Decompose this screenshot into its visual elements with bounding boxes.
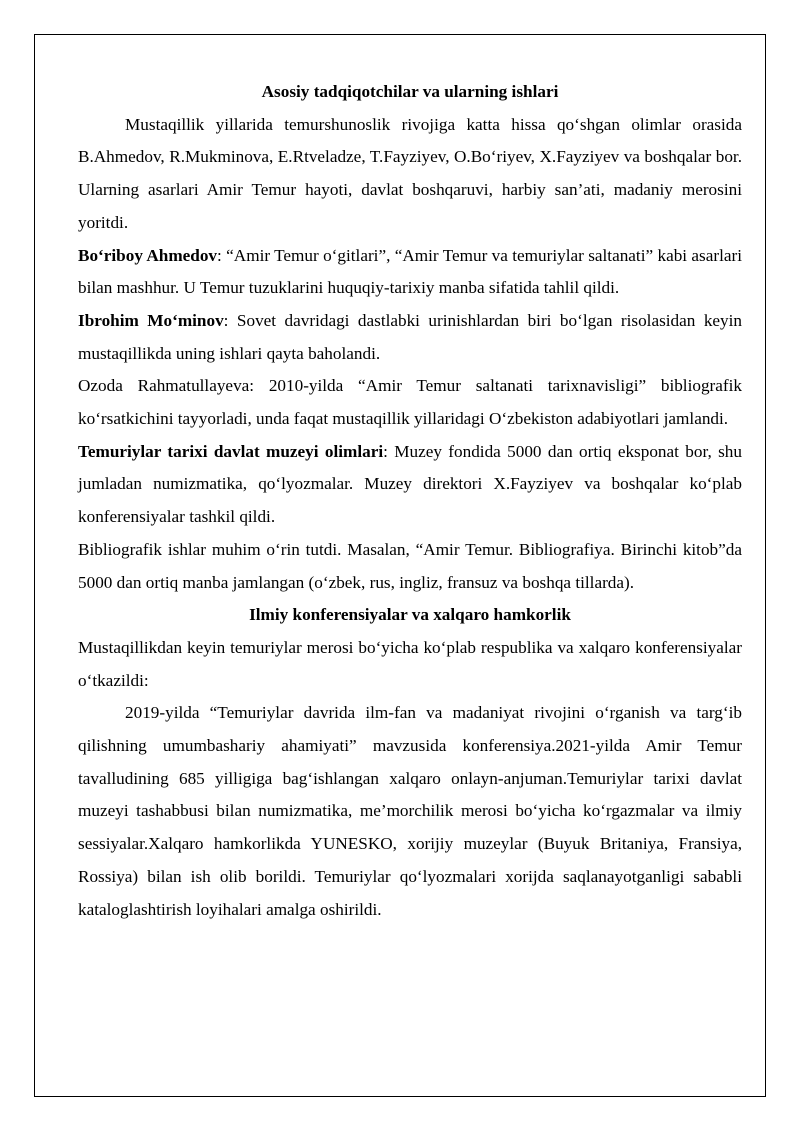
section-title-researchers: Asosiy tadqiqotchilar va ularning ishlari bbox=[261, 82, 559, 101]
ahmedov-text: : “Amir Temur o‘gitlari”, “Amir Temur va temuriylar saltanati” kabi asarlari bilan mashhur. U Temur tuzuklarini huquqiy-tarixiy manba sifatida tahlil qildi. bbox=[78, 245, 742, 298]
muminov-paragraph bbox=[78, 305, 742, 370]
muminov-text: : Sovet davridagi dastlabki urinishlardan biri bo‘lgan risolasidan keyin mustaqillikda uning ishlari qayta baholandi. bbox=[78, 310, 743, 363]
ahmedov-paragraph bbox=[78, 240, 742, 305]
museum-paragraph bbox=[78, 436, 742, 534]
document-body bbox=[78, 76, 742, 926]
conferences-body-paragraph: 2019-yilda “Temuriylar davrida ilm-fan va madaniyat rivojini o‘rganish va targ‘ib qilishning umumbashariy ahamiyati” mavzusida konferensiya.2021-yilda Amir Temur tavalludining 685 yilligiga bag‘ishlangan xalqaro onlayn-anjuman.Temuriylar tarixi davlat muzeyi tashabbusi bilan numizmatika, me’morchilik merosi bo‘yicha ko‘rgazmalar va ilmiy sessiyalar.Xalqaro hamkorlikda YUNESKO, xorijiy muzeylar (Buyuk Britaniya, Fransiya, Rossiya) bilan ish olib borildi. Temuriylar qo‘lyozmalari xorijda saqlanayotganligi sababli kataloglashtirish loyihalari amalga oshirildi. bbox=[78, 703, 742, 919]
section-title-conferences: Ilmiy konferensiyalar va xalqaro hamkorlik bbox=[249, 605, 571, 625]
museum-text: : Muzey fondida 5000 dan ortiq eksponat bor, shu jumladan numizmatika, qo‘lyozmalar. Muzey direktori X.Fayziyev va boshqalar ko‘plab konferensiyalar tashkil qildi. bbox=[78, 441, 742, 527]
researchers-intro-paragraph: Mustaqillik yillarida temurshunoslik rivojiga katta hissa qo‘shgan olimlar orasida B.Ahmedov, R.Mukminova, E.Rtveladze, T.Fayziyev, O.Bo‘riyev, X.Fayziyev va boshqalar bor. Ularning asarlari Amir Temur hayoti, davlat boshqaruvi, harbiy san’ati, madaniy merosini yoritdi. bbox=[78, 114, 742, 232]
muminov-name: Ibrohim Mo‘minov bbox=[78, 310, 224, 330]
bibliography-paragraph: Bibliografik ishlar muhim o‘rin tutdi. Masalan, “Amir Temur. Bibliografiya. Birinchi kitob”da 5000 dan ortiq manba jamlangan (o‘zbek, rus, ingliz, fransuz va boshqa tillarda). bbox=[78, 539, 742, 592]
rahmatullayeva-paragraph: Ozoda Rahmatullayeva: 2010-yilda “Amir Temur saltanati tarixnavisligi” bibliografik ko‘rsatkichini tayyorladi, unda faqat mustaqillik yillaridagi O‘zbekiston adabiyotlari jamlandi. bbox=[78, 376, 742, 429]
museum-scholars-name: Temuriylar tarixi davlat muzeyi olimlari bbox=[78, 441, 384, 461]
ahmedov-name: Bo‘riboy Ahmedov bbox=[78, 245, 218, 265]
conferences-intro-paragraph: Mustaqillikdan keyin temuriylar merosi bo‘yicha ko‘plab respublika va xalqaro konferensiyalar o‘tkazildi: bbox=[78, 637, 742, 690]
